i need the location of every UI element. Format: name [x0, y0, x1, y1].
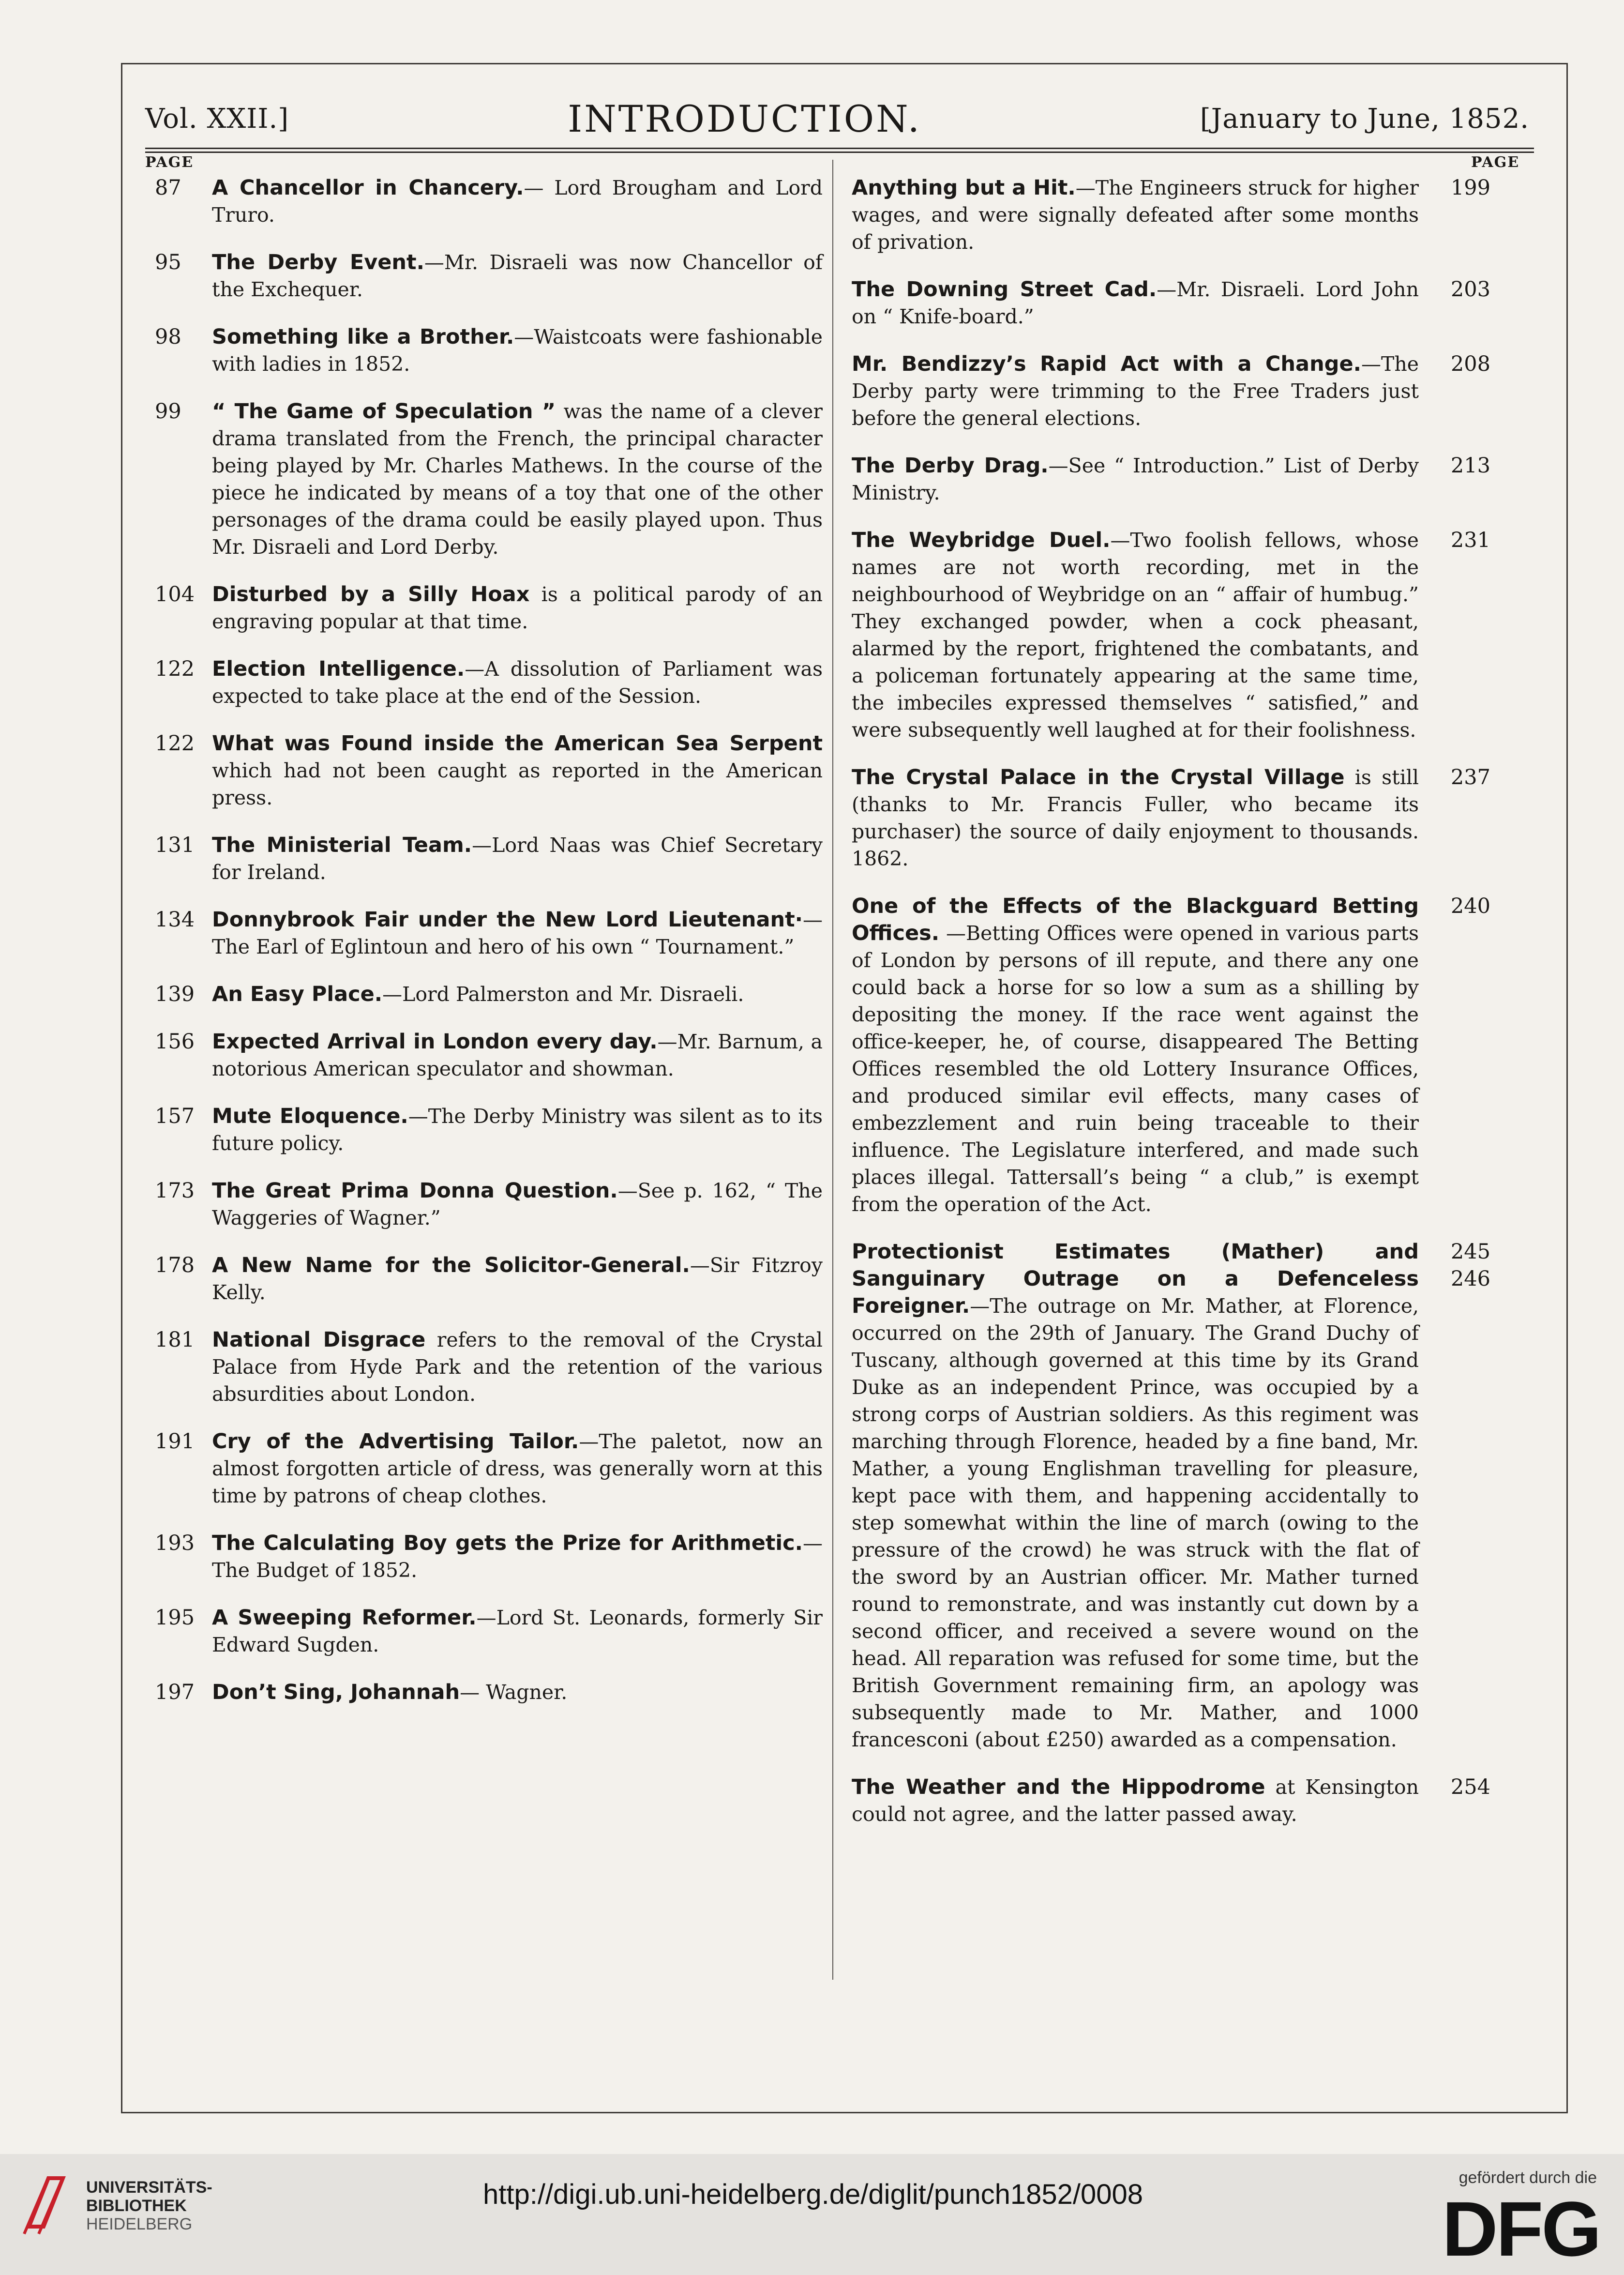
entry-text [212, 1177, 823, 1231]
entry-text [852, 276, 1419, 330]
index-entry [852, 174, 1490, 256]
page-number: 131 [155, 833, 195, 857]
entry-text [212, 981, 823, 1008]
entry-title: Expected Arrival in London every day. [212, 1030, 658, 1054]
index-entry [852, 764, 1490, 872]
page-number: 197 [155, 1680, 195, 1704]
page-number: 95 [155, 250, 181, 274]
entry-description: —Two foolish fellows, whose names are not worth recording, met in the neighbourhood of Weybridge on an “ affair of humbug.” They exchanged powder, when a cock pheasant, alarmed by the report, frightened the combatants, and a policeman fortunately appearing at the same time, the imbeciles expressed themselves “ satisfied,” and were subsequently well laughed at for their foolishness. [852, 529, 1419, 742]
entry-text [212, 1326, 823, 1408]
library-line2: BIBLIOTHEK [86, 2197, 187, 2215]
entry-text [212, 1530, 823, 1584]
entry-description: — Lord Brougham and Lord Truro. [212, 176, 823, 227]
header-rule [145, 148, 1534, 149]
entry-description: was the name of a clever drama translated from the French, the principal character being played by Mr. Charles Mathews. In the course of the piece he indicated by means of a toy that one of the other personages of the drama could be easily played upon. Thus Mr. Disraeli and Lord Derby. [212, 400, 823, 559]
entry-description: —A dissolution of Parliament was expected to take place at the end of the Session. [212, 657, 823, 708]
index-entry [140, 1103, 823, 1157]
entry-description: —See “ Introduction.” List of Derby Ministry. [852, 454, 1419, 504]
page-number: 231 [1450, 528, 1490, 552]
entry-text [212, 1604, 823, 1658]
library-logo-icon [19, 2169, 73, 2241]
page-column-label-right: PAGE [1471, 154, 1520, 171]
page-number: 139 [155, 982, 195, 1006]
entry-title: The Derby Event. [212, 250, 424, 274]
library-name [86, 2178, 212, 2233]
entry-text [852, 893, 1419, 1218]
entry-text [212, 730, 823, 811]
entry-title: Mute Eloquence. [212, 1104, 408, 1128]
entry-title: Mr. Bendizzy’s Rapid Act with a Change. [852, 352, 1361, 376]
entry-text [212, 1428, 823, 1509]
index-entry [140, 1679, 823, 1706]
entry-text [212, 832, 823, 886]
page-number: 199 [1450, 176, 1490, 200]
left-column [140, 174, 823, 1726]
page-number: 87 [155, 176, 181, 200]
page-number: 157 [155, 1104, 195, 1128]
index-entry [140, 1177, 823, 1231]
page-number: 98 [155, 325, 181, 349]
index-entry [140, 1252, 823, 1306]
entry-title: Anything but a Hit. [852, 176, 1076, 200]
index-entry [140, 249, 823, 303]
entry-description: —Lord St. Leonards, formerly Sir Edward Sugden. [212, 1606, 823, 1656]
entry-title: The Ministerial Team. [212, 833, 472, 857]
page-number: 99 [155, 399, 181, 424]
library-line3: HEIDELBERG [86, 2215, 193, 2233]
page-number: 122 [155, 731, 195, 756]
entry-description: —Lord Naas was Chief Secretary for Ireland. [212, 834, 823, 884]
index-entry [140, 1326, 823, 1408]
entry-text [852, 350, 1419, 432]
page-column-label-left: PAGE [145, 154, 194, 171]
page-number: 213 [1450, 454, 1490, 478]
entry-description: — Wagner. [460, 1681, 568, 1704]
volume-label: Vol. XXII.] [145, 103, 289, 135]
entry-title: A Sweeping Reformer. [212, 1606, 477, 1630]
entry-title: Donnybrook Fair under the New Lord Lieutenant· [212, 908, 803, 932]
entry-title: The Calculating Boy gets the Prize for Arithmetic. [212, 1531, 803, 1555]
index-entry [852, 452, 1490, 506]
entry-title: Something like a Brother. [212, 325, 514, 349]
entry-title: The Derby Drag. [852, 454, 1049, 478]
entry-text [212, 249, 823, 303]
entry-description: —The Engineers struck for higher wages, and were signally defeated after some months of privation. [852, 176, 1419, 254]
entry-title: “ The Game of Speculation ” [212, 399, 556, 424]
entry-text [212, 323, 823, 378]
entry-text [852, 174, 1419, 256]
entry-title: Election Intelligence. [212, 657, 465, 681]
index-entry [852, 350, 1490, 432]
index-entry [140, 1530, 823, 1584]
page-number: 173 [155, 1179, 195, 1203]
entry-title: The Downing Street Cad. [852, 277, 1157, 302]
page-number: 191 [155, 1429, 195, 1454]
entry-text [212, 1679, 823, 1706]
entry-description: —The paletot, now an almost forgotten article of dress, was generally worn at this time by patrons of cheap clothes. [212, 1430, 823, 1507]
entry-description: —Lord Palmerston and Mr. Disraeli. [382, 983, 744, 1006]
header-rule-thin [145, 152, 1534, 153]
funding-caption: gefördert durch die [1459, 2169, 1597, 2187]
page-number: 195 [155, 1606, 195, 1630]
entry-title: One of the Effects of the Blackguard Betting Offices. [852, 894, 1419, 945]
entry-title: Don’t Sing, Johannah [212, 1680, 460, 1704]
entry-text [852, 1238, 1419, 1753]
page-number: 134 [155, 908, 195, 932]
page-number: 122 [155, 657, 195, 681]
entry-title: Cry of the Advertising Tailor. [212, 1429, 579, 1454]
entry-description: —Mr. Barnum, a notorious American speculator and showman. [212, 1030, 823, 1080]
page-number: 240 [1450, 894, 1490, 918]
index-entry [140, 906, 823, 960]
index-entry [140, 981, 823, 1008]
entry-title: A Chancellor in Chancery. [212, 176, 524, 200]
entry-title: What was Found inside the American Sea Serpent [212, 731, 823, 756]
index-entry [140, 174, 823, 228]
entry-description: —Waistcoats were fashionable with ladies in 1852. [212, 325, 823, 376]
date-range: [January to June, 1852. [1200, 103, 1529, 135]
entry-text [212, 655, 823, 710]
page-number: 203 [1450, 277, 1490, 302]
entry-text [212, 906, 823, 960]
index-entry [852, 1774, 1490, 1828]
entry-description: —See p. 162, “ The Waggeries of Wagner.” [212, 1179, 823, 1229]
index-entry [852, 276, 1490, 330]
page-number: 104 [155, 582, 195, 607]
page-number: 237 [1450, 765, 1490, 789]
entry-description: —The outrage on Mr. Mather, at Florence, occurred on the 29th of January. The Grand Duchy of Tuscany, although governed at this time by its Grand Duke as an independent Prince, was occupied by a strong corps of Austrian soldiers. As this regiment was marching through Florence, headed by a fine band, Mr. Mather, a young Englishman travelling for pleasure, kept pace with them, and happening accidentally to step somewhat within the line of march (owing to the pressure of the crowd) he was struck with the flat of the sword by an Austrian officer. Mr. Mather turned round to remonstrate, and was instantly cut down by a second officer, and received a severe wound on the head. All reparation was refused for some time, but the British Government remaining firm, an apology was subsequently made to Mr. Mather, and 1000 francesconi (about £250) awarded as a compensation. [852, 1294, 1419, 1751]
running-header [145, 92, 1529, 145]
entry-description: at Kensington could not agree, and the latter passed away. [852, 1775, 1419, 1826]
entry-description: —The Earl of Eglintoun and hero of his own “ Tournament.” [212, 908, 823, 958]
entry-description: —The Derby Ministry was silent as to its future policy. [212, 1105, 823, 1155]
page-title: INTRODUCTION. [568, 97, 921, 140]
entry-text [852, 452, 1419, 506]
entry-title: The Crystal Palace in the Crystal Village [852, 765, 1345, 789]
entry-text [212, 174, 823, 228]
column-divider [832, 160, 833, 1980]
entry-description: —The Derby party were trimming to the Free Traders just before the general elections. [852, 352, 1419, 430]
index-entry [140, 832, 823, 886]
index-entry [140, 581, 823, 635]
entry-description: is still (thanks to Mr. Francis Fuller, who became its purchaser) the source of daily enjoyment to thousands. 1862. [852, 766, 1419, 870]
index-entry [852, 1238, 1490, 1753]
index-entry [852, 527, 1490, 743]
entry-description: is a political parody of an engraving popular at that time. [212, 583, 823, 633]
entry-title: Disturbed by a Silly Hoax [212, 582, 530, 607]
entry-text [852, 527, 1419, 743]
index-entry [140, 655, 823, 710]
entry-description: —The Budget of 1852. [212, 1532, 823, 1582]
entry-description: —Mr. Disraeli was now Chancellor of the Exchequer. [212, 251, 823, 301]
page-number: 181 [155, 1328, 195, 1352]
entry-description: —Mr. Disraeli. Lord John on “ Knife-board.” [852, 278, 1419, 328]
entry-title: An Easy Place. [212, 982, 383, 1006]
entry-title: The Weybridge Duel. [852, 528, 1111, 552]
entry-description: —Sir Fitzroy Kelly. [212, 1254, 823, 1304]
index-entry [140, 323, 823, 378]
entry-title: The Weather and the Hippodrome [852, 1775, 1265, 1799]
entry-text [212, 581, 823, 635]
library-line1: UNIVERSITÄTS- [86, 2178, 212, 2197]
footer-bar [0, 2154, 1624, 2275]
page-number: 208 [1450, 352, 1490, 376]
entry-text [212, 1028, 823, 1082]
entry-title: National Disgrace [212, 1328, 426, 1352]
entry-title: A New Name for the Solicitor-General. [212, 1253, 690, 1277]
page-number: 156 [155, 1030, 195, 1054]
entry-description: refers to the removal of the Crystal Palace from Hyde Park and the retention of the various absurdities about London. [212, 1328, 823, 1406]
page-number: 245 [1450, 1240, 1490, 1264]
index-entry [140, 1428, 823, 1509]
index-entry [140, 1604, 823, 1658]
entry-text [852, 764, 1419, 872]
page-number: 178 [155, 1253, 195, 1277]
page-number: 193 [155, 1531, 195, 1555]
source-url-link[interactable]: http://digi.ub.uni-heidelberg.de/diglit/punch1852/0008 [482, 2179, 1143, 2210]
index-entry [140, 1028, 823, 1082]
entry-text [212, 1103, 823, 1157]
entry-text [852, 1774, 1419, 1828]
entry-title: The Great Prima Donna Question. [212, 1179, 618, 1203]
right-column [852, 174, 1490, 1848]
index-entry [852, 893, 1490, 1218]
entry-text [212, 1252, 823, 1306]
entry-title: Protectionist Estimates (Mather) and Sanguinary Outrage on a Defenceless Foreigner. [852, 1240, 1419, 1318]
page-number: 254 [1450, 1775, 1490, 1799]
index-entry [140, 730, 823, 811]
entry-text [212, 398, 823, 561]
entry-description: —Betting Offices were opened in various parts of London by persons of ill repute, and there any one could back a horse for so low a sum as a shilling by depositing the money. If the race went against the office-keeper, he, of course, disappeared The Betting Offices resembled the old Lottery Insurance Offices, and produced similar evil effects, many cases of embezzlement and ruin being traceable to their influence. The Legislature interfered, and made such places illegal. Tattersall’s being “ a club,” is exempt from the operation of the Act. [852, 922, 1419, 1216]
page-number-secondary: 246 [1450, 1267, 1490, 1291]
dfg-logo: DFG [1442, 2185, 1600, 2272]
entry-description: which had not been caught as reported in the American press. [212, 759, 823, 809]
index-entry [140, 398, 823, 561]
